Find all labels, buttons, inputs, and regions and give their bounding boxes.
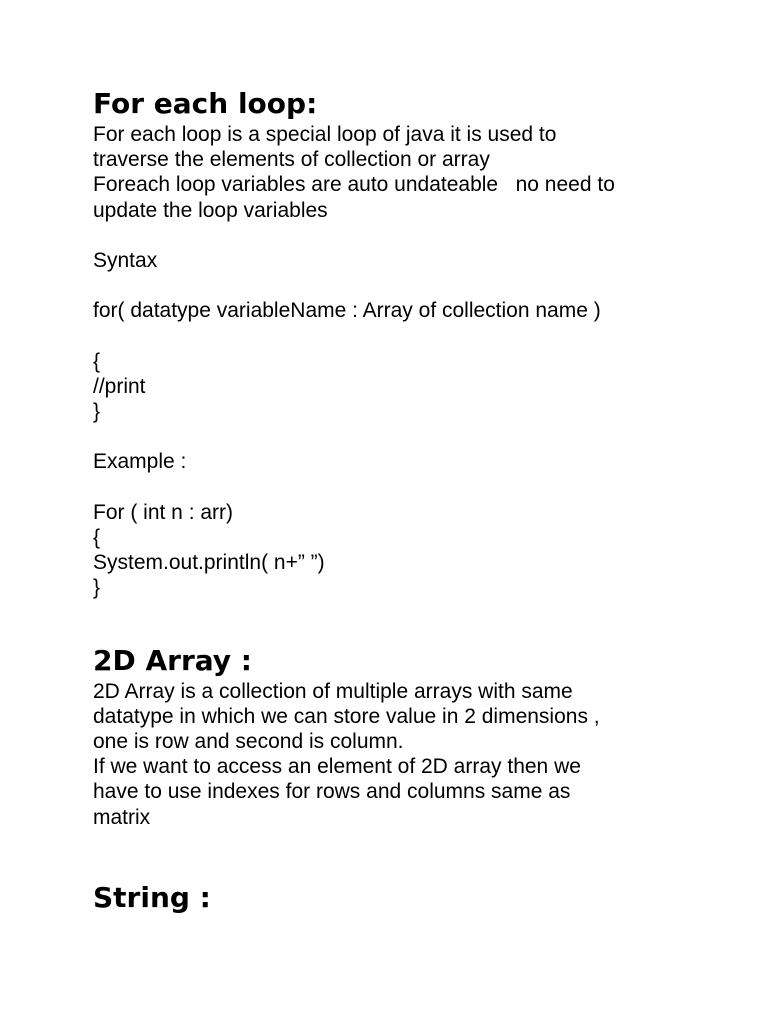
array2d-text-line-4: If we want to access an element of 2D array then we bbox=[93, 755, 581, 779]
array2d-heading: 2D Array : bbox=[93, 643, 252, 677]
spacer bbox=[93, 223, 713, 248]
array2d-text-line-2: datatype in which we can store value in 2 dimensions , bbox=[93, 704, 600, 728]
document-page bbox=[93, 86, 713, 916]
example-line-3: System.out.println( n+” ”) bbox=[93, 551, 325, 575]
foreach-heading: For each loop: bbox=[93, 87, 318, 120]
example-line-2: { bbox=[93, 526, 101, 549]
array2d-text-line-1: 2D Array is a collection of multiple arrays with same bbox=[93, 679, 573, 703]
foreach-text-line-1: For each loop is a special loop of java it is used to bbox=[93, 123, 557, 146]
syntax-block-body: //print bbox=[93, 374, 146, 398]
foreach-text-line-3: Foreach loop variables are auto undateable no need to bbox=[93, 173, 615, 197]
example-label: Example : bbox=[93, 450, 187, 474]
string-heading: String : bbox=[93, 880, 211, 914]
spacer bbox=[93, 475, 713, 500]
syntax-block-close: } bbox=[93, 400, 101, 424]
section-gap bbox=[93, 830, 713, 880]
spacer bbox=[93, 424, 713, 449]
section-gap bbox=[93, 601, 713, 643]
example-line-1: For ( int n : arr) bbox=[93, 500, 234, 524]
array2d-text-line-5: have to use indexes for rows and columns same as bbox=[93, 780, 571, 804]
array2d-text-line-6: matrix bbox=[93, 805, 151, 829]
syntax-line: for( datatype variableName : Array of collection name ) bbox=[93, 299, 601, 323]
syntax-block-open: { bbox=[93, 349, 101, 373]
foreach-text-line-4: update the loop variables bbox=[93, 198, 328, 222]
foreach-text-line-2: traverse the elements of collection or array bbox=[93, 148, 490, 172]
syntax-label: Syntax bbox=[93, 248, 158, 272]
example-line-4: } bbox=[93, 576, 101, 600]
spacer bbox=[93, 324, 713, 349]
spacer bbox=[93, 273, 713, 298]
array2d-text-line-3: one is row and second is column. bbox=[93, 729, 404, 753]
